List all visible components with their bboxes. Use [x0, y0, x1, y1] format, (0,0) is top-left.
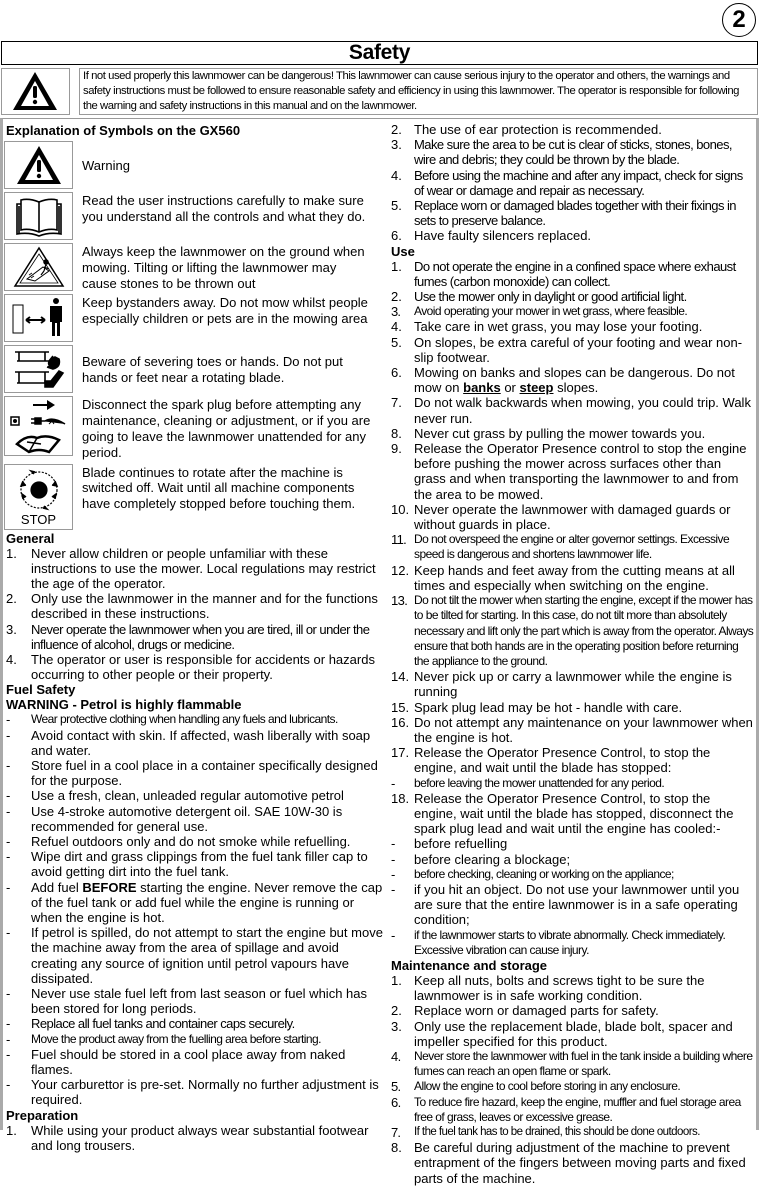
symbol-description: Beware of severing toes or hands. Do not put hands or feet near a rotating blade. — [82, 354, 343, 385]
list-item: 5. Allow the engine to cool before storing in any enclosure. — [391, 1079, 681, 1095]
disconnect-spark-plug-icon — [4, 396, 73, 456]
tilt-mower-stones-icon — [4, 243, 73, 291]
list-item: 4. Never store the lawnmower with fuel in the tank inside a building where fumes can reach an open flame or spark. — [391, 1048, 753, 1079]
list-item: - If petrol is spilled, do not attempt to start the engine but move the machine away from the area of spillage and avoid creating any source of ignition until petrol vapours have dissipated. — [6, 925, 383, 986]
blade-rotating-stop-icon — [4, 464, 73, 530]
symbol-row — [3, 345, 385, 393]
maintenance-list — [385, 973, 756, 1186]
symbol-row — [3, 243, 385, 291]
list-item: 9. Release the Operator Presence control to stop the engine before pushing the mower across surfaces other than grass and when transporting the lawnmower to and from the area to be mowed. — [391, 441, 747, 502]
list-item: 17. Release the Operator Presence Control, to stop the engine, and wait until the blade has stopped: — [391, 745, 711, 776]
list-item: 2. Replace worn or damaged parts for safety. — [391, 1003, 659, 1019]
list-item: 2. The use of ear protection is recommended. — [391, 122, 662, 137]
list-item: 6. To reduce fire hazard, keep the engine, muffler and fuel storage area free of grass, leaves or excessive grease. — [391, 1094, 741, 1124]
list-item: - before checking, cleaning or working on the appliance; — [391, 866, 674, 882]
use-heading: Use — [391, 243, 415, 259]
general-heading: General — [6, 530, 55, 546]
symbol-description: Keep bystanders away. Do not mow whilst people especially children or pets are in the mowing area — [82, 295, 368, 327]
preparation-list-part1 — [3, 1123, 385, 1153]
list-item: 1. While using your product always wear substantial footwear and long trousers. — [6, 1122, 369, 1153]
list-item: 13. Do not tilt the mower when starting the engine, except if the mower has to be tilted for starting. In this case, do not tilt more than absolutely necessary and lift only the part which is away from the operator. Always ensure that both hands are in the operating position before returning the appliance to the ground. — [391, 593, 754, 668]
list-item: 12. Keep hands and feet away from the cutting means at all times and especially when switching on the engine. — [391, 562, 735, 593]
fuel-warning: WARNING - Petrol is highly flammable — [6, 697, 242, 713]
preparation-list-part2 — [385, 122, 756, 244]
page-number: 2 — [722, 3, 756, 37]
list-item: - Refuel outdoors only and do not smoke while refuelling. — [6, 834, 351, 850]
list-item: 3. Make sure the area to be cut is clear of sticks, stones, bones, wire and debris; they could be thrown by the blade. — [391, 137, 732, 168]
list-item: - Your carburettor is pre-set. Normally no further adjustment is required. — [6, 1077, 379, 1108]
list-item: 11. Do not overspeed the engine or alter governor settings. Excessive speed is dangerous and shortens lawnmower life. — [391, 532, 730, 562]
list-item: 14. Never pick up or carry a lawnmower while the engine is running — [391, 669, 732, 700]
list-item: - Replace all fuel tanks and container caps securely. — [6, 1016, 295, 1032]
list-item: - Wipe dirt and grass clippings from the fuel tank filler cap to avoid getting dirt into the fuel tank. — [6, 849, 368, 880]
symbol-row — [3, 464, 385, 530]
list-item: - before clearing a blockage; — [391, 851, 571, 867]
list-item: 10. Never operate the lawnmower with damaged guards or without guards in place. — [391, 501, 731, 533]
list-item: 1. Keep all nuts, bolts and screws tight to be sure the lawnmower is in safe working condition. — [391, 972, 705, 1004]
symbol-description: Always keep the lawnmower on the ground when mowing. Tilting or lifting the lawnmower may cause stones to be thrown out — [82, 244, 365, 291]
list-item: 18. Release the Operator Presence Control, to stop the engine, wait until the blade has stopped, disconnect the spark plug lead and wait until the engine has cooled:- — [391, 790, 734, 837]
use-list — [385, 259, 756, 958]
list-item: - before leaving the mower unattended for any period. — [391, 775, 665, 791]
list-item: - Move the product away from the fuelling area before starting. — [6, 1031, 321, 1047]
keep-bystanders-away-icon — [4, 294, 73, 342]
list-item: 7. If the fuel tank has to be drained, this should be done outdoors. — [391, 1125, 700, 1140]
list-item: - Use a fresh, clean, unleaded regular automotive petrol — [6, 788, 344, 804]
right-column — [385, 118, 759, 1186]
page-title: Safety — [1, 41, 758, 65]
list-item: - Use 4-stroke automotive detergent oil. SAE 10W-30 is recommended for general use. — [6, 803, 343, 834]
list-item: - Never use stale fuel left from last season or fuel which has been stored for long periods. — [6, 986, 367, 1017]
warning-triangle-icon — [1, 68, 70, 115]
symbol-row — [3, 396, 385, 460]
list-item: 15. Spark plug lead may be hot - handle with care. — [391, 699, 683, 715]
list-item: 2. Only use the lawnmower in the manner and for the functions described in these instructions. — [6, 591, 378, 622]
list-item: - Add fuel BEFORE starting the engine. Never remove the cap of the fuel tank or add fuel while the engine is running or when the engine is hot. — [6, 879, 383, 926]
list-item: 1. Do not operate the engine in a confined space where exhaust fumes (carbon monoxide) can collect. — [391, 258, 736, 289]
list-item: 6. Mowing on banks and slopes can be dangerous. Do not mow on banks or steep slopes. — [391, 365, 735, 396]
symbol-description: Warning — [82, 157, 130, 173]
list-item: 7. Do not walk backwards when mowing, you could trip. Walk never run. — [391, 395, 751, 426]
list-item: 6. Have faulty silencers replaced. — [391, 228, 592, 244]
list-item: - before refuelling — [391, 836, 508, 852]
symbol-row — [3, 294, 385, 342]
list-item: 5. On slopes, be extra careful of your footing and wear non-slip footwear. — [391, 334, 743, 365]
list-item: 4. Before using the machine and after any impact, check for signs of wear or damage and repair as necessary. — [391, 167, 743, 198]
list-item: 8. Never cut grass by pulling the mower towards you. — [391, 425, 706, 441]
list-item: 4. The operator or user is responsible for accidents or hazards occurring to other people or their property. — [6, 652, 375, 683]
open-book-icon — [4, 192, 73, 240]
preparation-heading: Preparation — [6, 1107, 79, 1123]
list-item: 3. Only use the replacement blade, blade bolt, spacer and impeller specified for this product. — [391, 1018, 733, 1049]
list-item: 3. Never operate the lawnmower when you are tired, ill or under the influence of alcohol, drugs or medicine. — [6, 621, 370, 652]
list-item: - Fuel should be stored in a cool place away from naked flames. — [6, 1046, 346, 1078]
fuel-heading: Fuel Safety — [6, 682, 76, 698]
list-item: 4. Take care in wet grass, you may lose your footing. — [391, 319, 703, 335]
list-item: - Store fuel in a cool place in a container specifically designed for the purpose. — [6, 758, 378, 789]
list-item: 2. Use the mower only in daylight or good artificial light. — [391, 289, 687, 305]
symbol-description: Read the user instructions carefully to make sure you understand all the controls and what they do. — [82, 193, 366, 224]
left-column — [0, 118, 385, 1153]
symbol-row — [3, 141, 385, 189]
severing-toes-hands-icon — [4, 345, 73, 393]
list-item: 16. Do not attempt any maintenance on your lawnmower when the engine is hot. — [391, 714, 753, 745]
list-item: 8. Be careful during adjustment of the machine to prevent entrapment of the fingers between moving parts and fixed parts of the machine. — [391, 1140, 746, 1186]
list-item: - Avoid contact with skin. If affected, wash liberally with soap and water. — [6, 727, 371, 758]
symbol-description: Disconnect the spark plug before attempting any maintenance, cleaning or adjustment, or if you are going to leave the lawnmower unattended for any period. — [82, 397, 371, 460]
intro-warning-text: If not used properly this lawnmower can be dangerous! This lawnmower can cause serious injury to the operator and others, the warnings and safety instructions must be followed to ensure reasonable safety and efficiency in using this lawnmower. The operator is responsible for following the warning and safety instructions in this manual and on the lawnmower. — [79, 68, 758, 115]
stop-label: STOP — [20, 512, 57, 528]
symbols-heading: Explanation of Symbols on the GX560 — [6, 123, 241, 138]
symbol-description: Blade continues to rotate after the machine is switched off. Wait until all machine components have completely stopped before touching them. — [82, 464, 356, 512]
list-item: 3. Avoid operating your mower in wet grass, where feasible. — [391, 304, 688, 320]
list-item: - if the lawnmower starts to vibrate abnormally. Check immediately. Excessive vibration can cause injury. — [391, 927, 726, 957]
list-item: 5. Replace worn or damaged blades together with their fixings in sets to preserve balance. — [391, 198, 736, 229]
general-list — [3, 546, 385, 683]
symbol-row — [3, 192, 385, 240]
fuel-list — [3, 712, 385, 1107]
list-item: 1. Never allow children or people unfamiliar with these instructions to use the mower. Local regulations may restrict the age of the operator. — [6, 545, 376, 591]
list-item: - if you hit an object. Do not use your lawnmower until you are sure that the entire lawnmower is in a safe operating condition; — [391, 881, 740, 928]
maintenance-heading: Maintenance and storage — [391, 957, 548, 973]
warning-triangle-icon — [4, 141, 73, 189]
list-item: - Wear protective clothing when handling any fuels and lubricants. — [6, 712, 338, 728]
